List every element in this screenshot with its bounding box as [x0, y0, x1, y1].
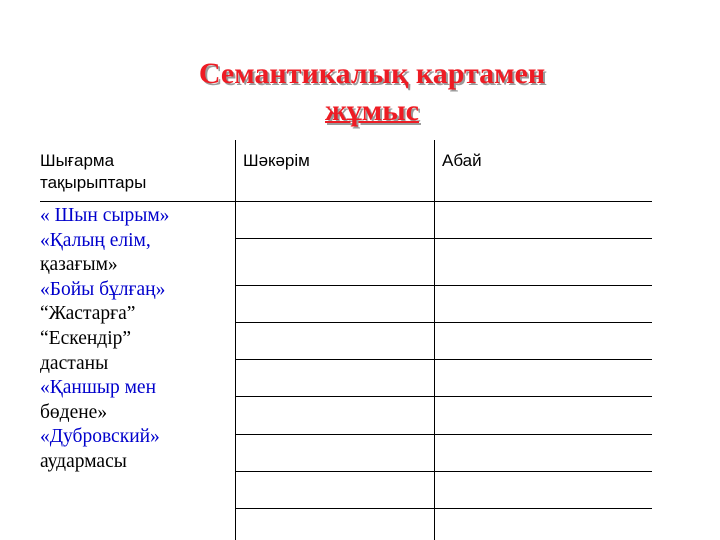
slide-title-line-1: Семантикалық картамен: [198, 57, 546, 90]
row-divider: [235, 508, 652, 509]
row-divider: [235, 359, 652, 360]
header-row-divider: [40, 201, 652, 202]
row-divider: [235, 396, 652, 397]
topics-list: [40, 204, 230, 475]
column-divider-2: [434, 140, 435, 540]
row-divider: [235, 322, 652, 323]
row-divider: [235, 285, 652, 286]
topic-line: « Шын сырым»: [40, 205, 170, 226]
topic-line: аудармасы: [40, 450, 127, 472]
topic-line: «Бойы бұлғаң»: [40, 278, 166, 300]
header-shakarim: Шәкәрім: [243, 151, 310, 170]
row-divider: [235, 434, 652, 435]
row-divider: [235, 238, 652, 239]
topic-line: «Қалың елім,: [40, 229, 151, 251]
header-works-topics: Шығарма тақырыптары: [40, 151, 147, 192]
topic-line: «Қаншыр мен: [40, 377, 157, 399]
topic-line: дастаны: [40, 352, 109, 374]
topic-line: «Дубровский»: [40, 426, 160, 448]
header-abai: Абай: [442, 151, 482, 170]
topic-line: “Ескендір”: [40, 327, 132, 349]
row-divider: [235, 471, 652, 472]
topic-line: қазағым»: [40, 254, 118, 276]
slide-title: [0, 55, 720, 129]
column-divider-1: [235, 140, 236, 540]
topic-line: бөдене»: [40, 401, 108, 423]
topic-line: “Жастарға”: [40, 303, 136, 325]
slide-title-line-2: жұмыс: [325, 94, 419, 127]
